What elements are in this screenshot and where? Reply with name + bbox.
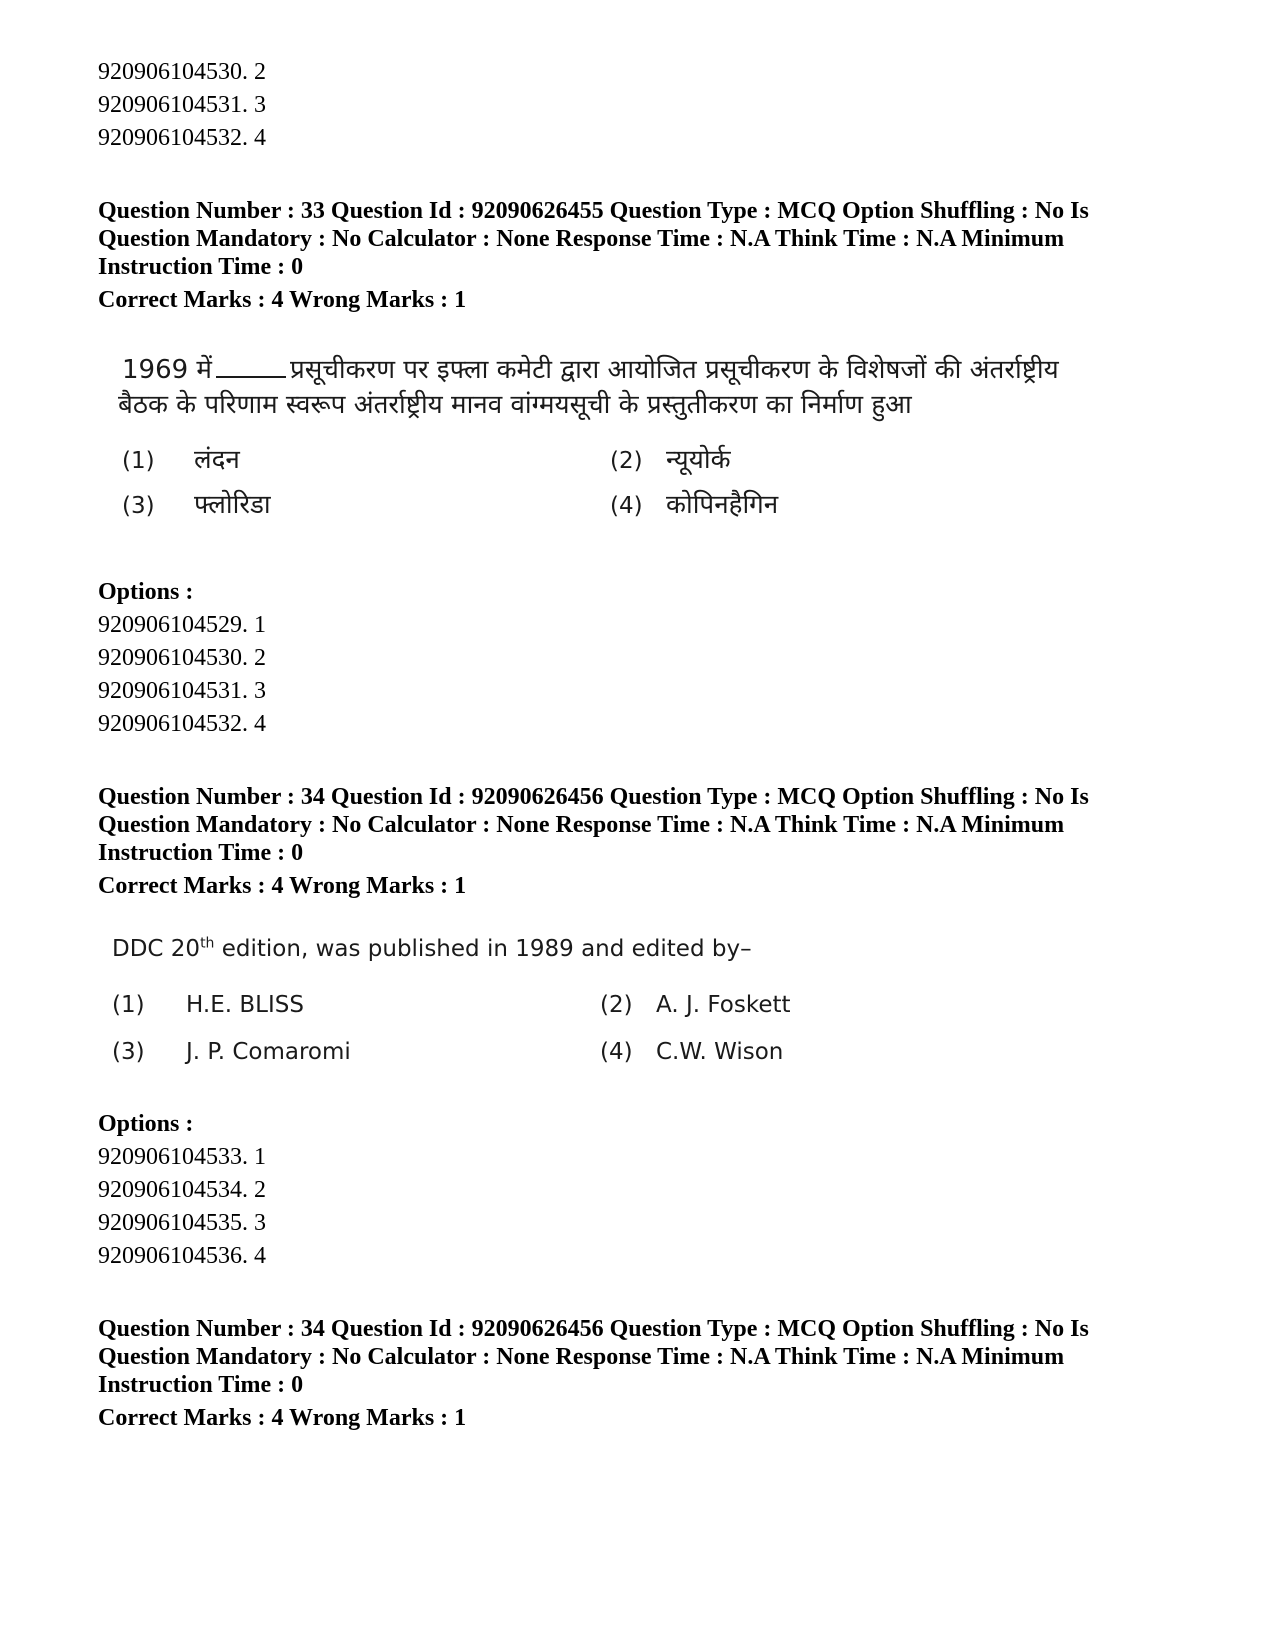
choice-number: (2) [600,992,633,1018]
question-text-part: प्रसूचीकरण पर इफ्ला कमेटी द्वारा आयोजित प्रसूचीकरण के विशेषजों की अंतर्राष्ट्रीय [289,355,1059,385]
question-34-repeat-marks: Correct Marks : 4 Wrong Marks : 1 [98,1405,467,1431]
option-line: 920906104532. 4 [98,125,266,151]
option-line: 920906104529. 1 [98,612,266,638]
question-34-meta [98,783,1198,867]
choice-2 [610,440,731,476]
choice-number: (2) [610,448,643,474]
choice-text: लंदन [194,445,240,475]
question-33-body [0,340,1275,540]
choice-number: (4) [600,1039,633,1065]
option-line: 920906104534. 2 [98,1177,266,1203]
choice-text: C.W. Wison [656,1039,784,1065]
choice-number: (3) [122,493,155,519]
question-33-meta [98,197,1198,281]
choice-3 [112,1039,351,1065]
choice-number: (4) [610,493,643,519]
meta-line: Instruction Time : 0 [98,840,304,866]
option-line: 920906104536. 4 [98,1243,266,1269]
meta-line: Instruction Time : 0 [98,1372,304,1398]
choice-number: (1) [122,448,155,474]
choice-text: कोपिनहैगिन [666,490,779,520]
options-label: Options : [98,579,194,605]
choice-3 [122,485,271,521]
question-text-part: 1969 में [122,355,212,385]
option-line: 920906104530. 2 [98,59,266,85]
question-text [122,350,1059,386]
question-34-body [0,930,1275,1090]
question-33-marks: Correct Marks : 4 Wrong Marks : 1 [98,287,467,313]
question-34-repeat-meta [98,1315,1198,1399]
superscript: th [200,935,215,952]
choice-number: (3) [112,1039,145,1065]
choice-1 [112,992,304,1018]
fill-in-blank [216,354,286,378]
option-line: 920906104533. 1 [98,1144,266,1170]
choice-text: H.E. BLISS [186,992,304,1018]
question-text [112,936,752,962]
choice-1 [122,440,240,476]
option-line: 920906104531. 3 [98,92,266,118]
question-text-part: edition, was published in 1989 and edited by– [214,936,752,962]
choice-4 [600,1039,783,1065]
choice-2 [600,992,791,1018]
question-text: बैठक के परिणाम स्वरूप अंतर्राष्ट्रीय मानव वांग्मयसूची के प्रस्तुतीकरण का निर्माण हुआ [118,390,912,420]
option-line: 920906104530. 2 [98,645,266,671]
meta-line: Question Number : 33 Question Id : 92090626455 Question Type : MCQ Option Shuffling : No Is [98,198,1089,224]
meta-line: Question Mandatory : No Calculator : None Response Time : N.A Think Time : N.A Minimum [98,812,1065,838]
choice-text: A. J. Foskett [656,992,791,1018]
choice-4 [610,485,778,521]
meta-line: Question Number : 34 Question Id : 92090626456 Question Type : MCQ Option Shuffling : No Is [98,1316,1089,1342]
choice-text: फ्लोरिडा [194,490,271,520]
option-line: 920906104535. 3 [98,1210,266,1236]
option-line: 920906104532. 4 [98,711,266,737]
choice-text: J. P. Comaromi [186,1039,351,1065]
meta-line: Question Mandatory : No Calculator : None Response Time : N.A Think Time : N.A Minimum [98,226,1065,252]
options-label: Options : [98,1111,194,1137]
question-text-part: DDC 20 [112,936,201,962]
question-34-marks: Correct Marks : 4 Wrong Marks : 1 [98,873,467,899]
choice-number: (1) [112,992,145,1018]
meta-line: Question Number : 34 Question Id : 92090626456 Question Type : MCQ Option Shuffling : No Is [98,784,1089,810]
meta-line: Question Mandatory : No Calculator : None Response Time : N.A Think Time : N.A Minimum [98,1344,1065,1370]
option-line: 920906104531. 3 [98,678,266,704]
meta-line: Instruction Time : 0 [98,254,304,280]
choice-text: न्यूयोर्क [666,445,731,475]
